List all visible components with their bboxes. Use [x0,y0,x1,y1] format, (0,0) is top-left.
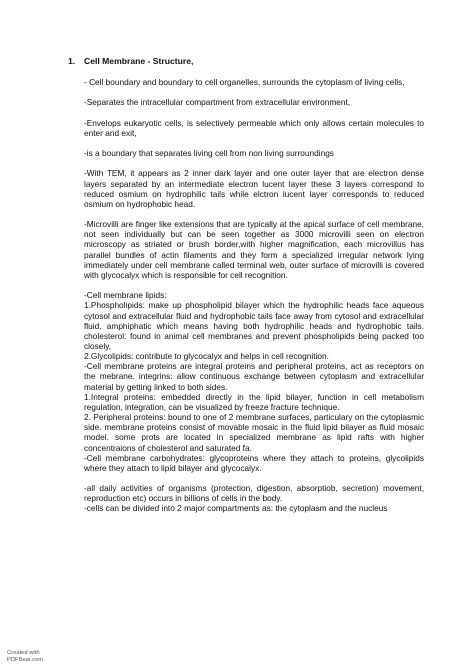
closing-section [84,483,424,513]
paragraph-boundary-living: -is a boundary that separates living cell from non living surroundings [84,148,334,159]
section-number: 1. [68,56,76,66]
watermark-footer [7,650,43,664]
cell-compartments: -cells can be divided into 2 major compartments as: the cytoplasm and the nucleus [84,503,388,514]
lipids-heading: -Cell membrane lipids: [84,290,167,301]
lipids-glycolipids: 2.Glycolipids: contribute to glycocalyx and helps in cell recognition. [84,351,329,362]
section-title: Cell Membrane - Structure, [84,56,194,66]
paragraph-tem: -With TEM, it appears as 2 inner dark layer and one outer layer that are electron dense layers separated by an intermediate electron lucent layer these 3 layers correspond to reduced osmium on hydrophilic tails while elctron lucent layer corresponds to reduced osmium on hydrophobic head. [84,168,424,209]
membrane-proteins: -Cell membrane proteins are integral proteins and peripheral proteins, act as receptors on the mebrane. integrins: allow continuous exchange between cytoplasm and extracellular material by getting linked to both sides. [84,361,424,392]
paragraph-microvilli: -Microvilli are finger like extensions that are typically at the apical surface of cell membrane, not seen individually but can be seen together as 3000 microvilli seen on electron microscopy as striated or brush border,with higher magnification, each microvillus has parallel bundles of actin filaments and they form a specialized irregular network lying immediately under cell membrane called terminal web, outer surface of microvilli is covered with glycocalyx which is responsible for cell recognition. [84,219,424,280]
lipids-section [84,290,424,473]
paragraph-envelops: -Envelops eukaryotic cells, is selectively permeable which only allows certain molecules to enter and exit, [84,117,424,138]
integral-proteins: 1.Integral proteins: embedded directly in the lipid bilayer, function in cell metabolism regulation, integration, can be visualized by freeze fracture technique. [84,391,424,412]
daily-activities: -all daily activities of organisms (protection, digestion, absorptiob, secretion) movement, reproduction etc) occurs in billions of cells in the body. [84,483,424,504]
membrane-carbohydrates: -Cell membrane carbohydrates: glycoproteins where they attach to proteins, glycolipids where they attach to lipid bilayer and glycocalyx. [84,452,424,473]
section-heading [68,56,193,67]
footer-line-1: Created with [7,650,40,656]
paragraph-separates: -Separates the intracellular compartment from extracellular environment, [84,97,351,108]
lipids-phospholipids: 1.Phospholipids: make up phospholipid bilayer which the hydrophilic heads face aqueous cytosol and extracellular fluid and hydrophobic tails face away from cytosol and extracellular fluid, amphiphatic which means having both hydrophilic heads and hydrophobic tails. cholesterol: found in animal cell membranes and prevent phospholipids being packed too closely, [84,300,424,351]
footer-line-2: PDFBear.com [7,657,44,663]
paragraph-cell-boundary: - Cell boundary and boundary to cell organelles, surrounds the cytoplasm of living cells, [84,77,405,87]
document-body [84,77,424,524]
peripheral-proteins: 2. Peripheral proteins: bound to one of 2 membrane surfaces, particulary on the cytoplasmic side. membrane proteins consist of movable mosaic in the fluid lipid bilayer as fluid mosaic model. some prots are located in specialized membrane as lipid rafts with higher concentraions of cholesterol and saturated fa. [84,412,424,453]
